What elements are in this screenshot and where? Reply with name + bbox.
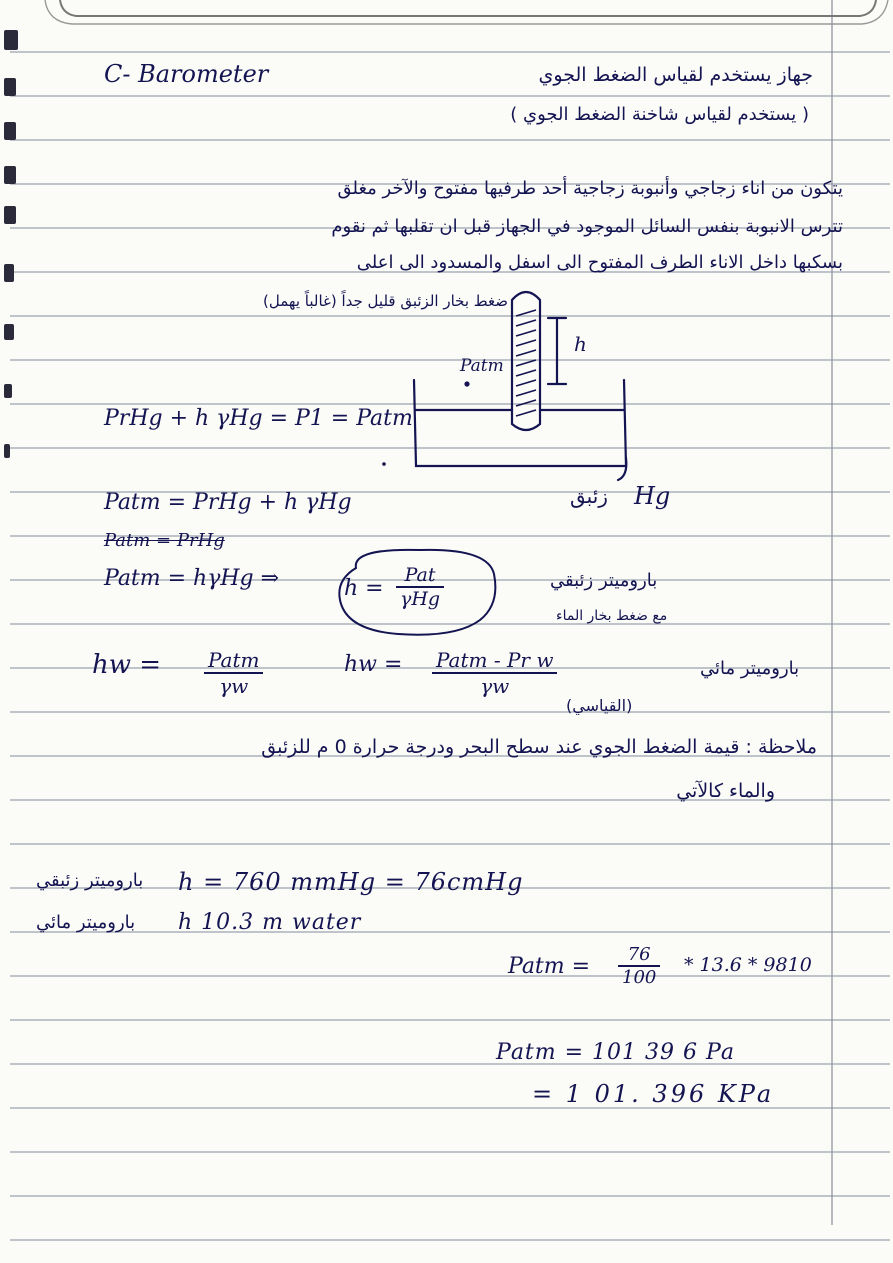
equation-struck: Patm = PrHg <box>104 530 225 551</box>
fraction-h-mercury <box>396 564 444 610</box>
description-line-1: يتكون من اناء زجاجي وأنبوبة زجاجية أحد طرفيها مفتوح والآخر مغلق <box>337 178 843 199</box>
section-title: C- Barometer <box>104 60 269 88</box>
patm-fraction-denominator: 100 <box>622 967 657 988</box>
label-patm: Patm <box>460 356 504 376</box>
fraction-hw-simple-numerator: Patm <box>204 648 263 674</box>
arabic-subtitle: ( يستخدم لقياس شاخنة الضغط الجوي ) <box>510 104 809 125</box>
mercury-height-row: h = 760 mmHg = 76cmHg <box>178 868 524 896</box>
fraction-hw-exact-numerator: Patm - Pr w <box>432 648 557 674</box>
note-line-1: ملاحظة : قيمة الضغط الجوي عند سطح البحر ودرجة حرارة 0 م للزئبق <box>261 736 817 758</box>
fraction-hw-simple-denominator: γw <box>219 674 249 698</box>
fraction-hw-simple <box>204 648 263 698</box>
exact-label: (القياسي) <box>566 696 633 715</box>
water-height-label: باروميتر مائي <box>36 912 136 933</box>
equation-h-label: h = <box>344 576 384 601</box>
fraction-hw-exact-denominator: γw <box>480 674 510 698</box>
equation-pressure-balance: PrHg + h γHg = P1 = Patm <box>104 406 413 431</box>
label-hg-arabic: زئبق <box>570 484 608 508</box>
equation-patm: Patm = PrHg + h γHg <box>104 490 352 515</box>
description-line-3: بسكبها داخل الاناء الطرف المفتوح الى اسفل والمسدود الى اعلى <box>356 252 843 273</box>
patm-fraction <box>618 944 660 988</box>
vapor-pressure-note: ضغط بخار الزئبق قليل جداً (غالباً يهمل) <box>263 292 508 310</box>
equation-patm-simplified: Patm = hγHg ⇒ <box>104 566 280 591</box>
note-line-2: والماء كالآتي <box>676 780 775 802</box>
patm-result-pa: Patm = 101 39 6 Pa <box>496 1040 735 1065</box>
fraction-h-denominator: γHg <box>400 588 441 610</box>
patm-calc-tail: * 13.6 * 9810 <box>684 954 812 976</box>
fraction-h-numerator: Pat <box>396 564 444 588</box>
label-h: h <box>574 332 587 356</box>
description-line-2: تترس الانبوبة بنفس السائل الموجود في الجهاز قبل ان تقلبها ثم نقوم <box>331 216 843 237</box>
neglect-vapor-label: مع ضغط بخار الماء <box>556 608 668 624</box>
patm-fraction-numerator: 76 <box>618 944 660 967</box>
patm-result-kpa: = 1 01. 396 KPa <box>532 1080 775 1108</box>
label-hg: Hg <box>634 482 671 510</box>
hw-equation-left: hw = <box>92 650 162 680</box>
fraction-hw-exact <box>432 648 557 698</box>
mercury-height-label: باروميتر زئبقي <box>36 870 144 891</box>
arabic-title: جهاز يستخدم لقياس الضغط الجوي <box>538 64 813 86</box>
hw-equation-right: hw = <box>344 652 403 677</box>
water-barometer-label: باروميتر مائي <box>700 658 800 679</box>
mercury-barometer-label: باروميتر زئبقي <box>550 570 658 591</box>
water-height-row: h 10.3 m water <box>178 910 362 935</box>
patm-calc-left: Patm = <box>508 954 591 979</box>
